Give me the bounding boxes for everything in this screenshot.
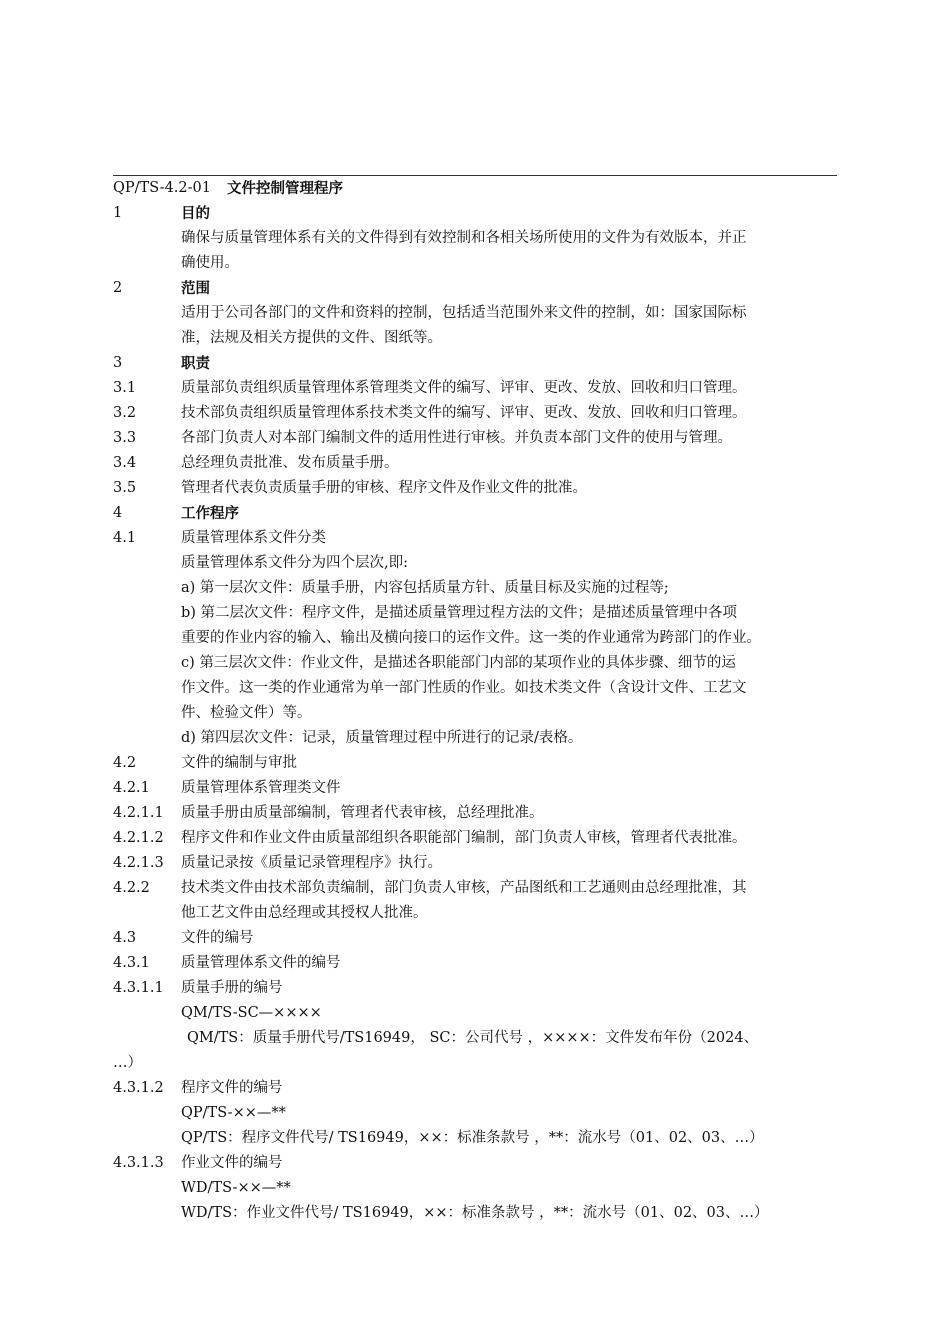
code-format: QM/TS-SC—×××× [181,1005,322,1021]
clause-item [113,1151,843,1176]
section-title: 工作程序 [181,505,239,522]
clause-number: 4.3.1 [113,955,150,971]
clause-text: 管理者代表负责质量手册的审核、程序文件及作业文件的批准。 [181,480,587,496]
clause-number: 4.2.1.3 [113,855,164,871]
section-title: 范围 [181,280,210,297]
clause-text: 文件的编号 [181,930,254,946]
clause-text: 技术类文件由技术部负责编制，部门负责人审核，产品图纸和工艺通则由总经理批准，其 [181,880,747,896]
section-heading [113,351,843,376]
clause-item [113,401,843,426]
section-title: 职责 [181,355,210,372]
section-number: 3 [113,355,123,371]
code-format: QP/TS-××—** [181,1105,286,1121]
clause-text: 程序文件的编号 [181,1080,283,1096]
clause-item [113,776,843,801]
paragraph-line: 确使用。 [181,255,239,271]
clause-number: 4.2 [113,755,137,771]
paragraph-line: 确保与质量管理体系有关的文件得到有效控制和各相关场所使用的文件为有效版本，并正 [181,230,747,246]
code-format: WD/TS-××—** [181,1180,291,1196]
list-item-c-cont: 件、检验文件）等。 [181,705,312,721]
list-item-d: d) 第四层次文件：记录，质量管理过程中所进行的记录/表格。 [181,730,583,746]
clause-item [113,526,843,551]
clause-item [113,1076,843,1101]
clause-text: 文件的编制与审批 [181,755,297,771]
section-heading [113,201,843,226]
section-heading [113,276,843,301]
doc-header [113,176,843,201]
document-body [113,176,843,1226]
section-number: 2 [113,280,123,296]
paragraph-line: 质量管理体系文件分为四个层次,即: [181,555,408,571]
code-description: QP/TS：程序文件代号/ TS16949，××：标准条款号 ，**：流水号（01、02、03、…） [181,1130,764,1146]
section-title: 目的 [181,205,210,222]
clause-text: 质量部负责组织质量管理体系管理类文件的编写、评审、更改、发放、回收和归口管理。 [181,380,747,396]
doc-code: QP/TS-4.2-01 [113,180,211,196]
clause-text: 各部门负责人对本部门编制文件的适用性进行审核。并负责本部门文件的使用与管理。 [181,430,732,446]
clause-number: 4.1 [113,530,137,546]
list-item-c-cont: 作文件。这一类的作业通常为单一部门性质的作业。如技术类文件（含设计文件、工艺文 [181,680,747,696]
clause-number: 3.1 [113,380,137,396]
doc-title: 文件控制管理程序 [226,180,343,197]
clause-item [113,426,843,451]
clause-number: 3.5 [113,480,137,496]
clause-text: 质量管理体系文件分类 [181,530,326,546]
clause-item [113,926,843,951]
list-item-a: a) 第一层次文件：质量手册，内容包括质量方针、质量目标及实施的过程等; [181,580,669,596]
clause-number: 3.4 [113,455,137,471]
clause-text: 技术部负责组织质量管理体系技术类文件的编写、评审、更改、发放、回收和归口管理。 [181,405,747,421]
clause-item [113,851,843,876]
clause-text: 质量记录按《质量记录管理程序》执行。 [181,855,442,871]
clause-number: 4.3.1.2 [113,1080,164,1096]
clause-text: 总经理负责批准、发布质量手册。 [181,455,399,471]
clause-item [113,801,843,826]
list-item-c: c) 第三层次文件：作业文件，是描述各职能部门内部的某项作业的具体步骤、细节的运 [181,655,736,671]
paragraph-line: 准，法规及相关方提供的文件、图纸等。 [181,330,442,346]
code-description: WD/TS：作业文件代号/ TS16949，××：标准条款号 ，**：流水号（01、02、03、…） [181,1205,769,1221]
clause-number: 4.3.1.3 [113,1155,164,1171]
clause-item [113,451,843,476]
clause-number: 4.3.1.1 [113,980,164,996]
clause-number: 3.3 [113,430,137,446]
clause-item [113,976,843,1001]
clause-text: 质量管理体系文件的编号 [181,955,341,971]
code-description-cont: …） [113,1055,142,1071]
code-description: QM/TS：质量手册代号/TS16949， SC：公司代号 ，××××：文件发布年份（2024、 [187,1030,759,1046]
clause-number: 4.2.1.2 [113,830,164,846]
clause-item [113,951,843,976]
clause-text: 质量手册的编号 [181,980,283,996]
clause-number: 4.3 [113,930,137,946]
clause-number: 4.2.1.1 [113,805,164,821]
clause-number: 4.2.1 [113,780,150,796]
clause-item [113,476,843,501]
section-heading [113,501,843,526]
clause-text: 作业文件的编号 [181,1155,283,1171]
list-item-b-cont: 重要的作业内容的输入、输出及横向接口的运作文件。这一类的作业通常为跨部门的作业。 [181,630,761,646]
section-number: 4 [113,505,123,521]
clause-number: 3.2 [113,405,137,421]
paragraph-line: 适用于公司各部门的文件和资料的控制，包括适当范围外来文件的控制，如：国家国际标 [181,305,747,321]
clause-item [113,376,843,401]
clause-item [113,751,843,776]
paragraph-line: 他工艺文件由总经理或其授权人批准。 [181,905,428,921]
clause-text: 质量手册由质量部编制，管理者代表审核，总经理批准。 [181,805,544,821]
clause-number: 4.2.2 [113,880,150,896]
clause-item [113,876,843,901]
section-number: 1 [113,205,123,221]
clause-item [113,826,843,851]
list-item-b: b) 第二层次文件：程序文件，是描述质量管理过程方法的文件；是描述质量管理中各项 [181,605,738,621]
clause-text: 程序文件和作业文件由质量部组织各职能部门编制，部门负责人审核，管理者代表批准。 [181,830,747,846]
clause-text: 质量管理体系管理类文件 [181,780,341,796]
